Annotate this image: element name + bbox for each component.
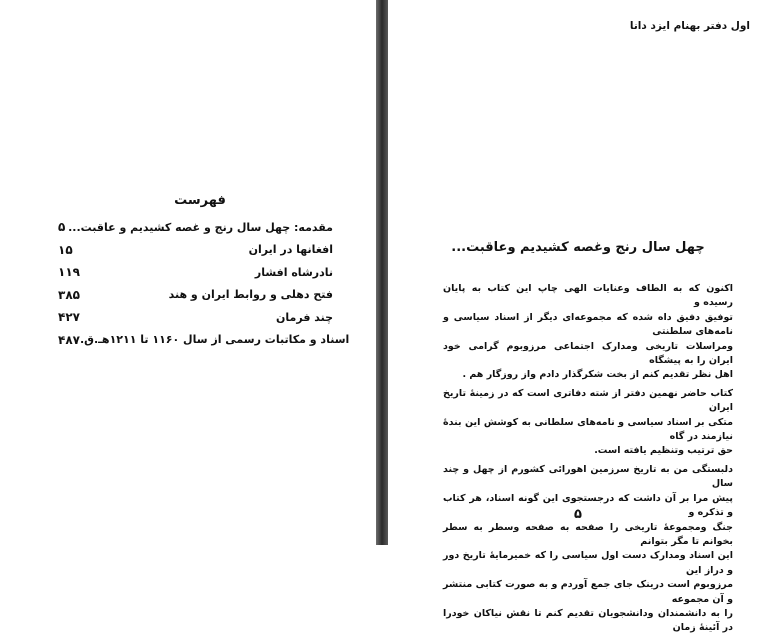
toc-entry-title: چند فرمان [276, 310, 333, 324]
text-line: جنگ ومجموعهٔ تاریخی را صفحه به صفحه وسطر به سطر بخوانم تا مگر بتوانم [443, 521, 733, 547]
running-head: اول دفتر بهنام ایزد دانا [629, 20, 750, 32]
toc-page-number: ۵ [58, 220, 66, 235]
text-line: ومراسلات تاریخی ومدارک اجتماعی مرزوبوم گرامی خود ایران را به پیشگاه [443, 340, 733, 367]
toc-entry-title: اسناد و مکاتبات رسمی از سال ۱۱۶۰ تا ۱۲۱۱هـ.ق. [79, 333, 350, 347]
text-line: مرزوبوم است درینک جای جمع آوردم و به صورت کتابی منتشر و آن مجموعه [443, 579, 733, 605]
right-page [388, 0, 768, 634]
toc-entry-title: فتح دهلی و روابط ایران و هند [168, 288, 333, 302]
toc-page-number: ۱۱۹ [58, 265, 80, 280]
toc-page-number: ۴۲۷ [58, 310, 80, 325]
toc-entry [58, 329, 350, 352]
toc-entry [58, 239, 333, 262]
toc-list [58, 216, 350, 351]
toc-entry-title: مقدمه: چهل سال رنج و غصه کشیدیم و عاقبت... [68, 220, 333, 234]
toc-page-number: ۴۸۷ [58, 332, 80, 347]
text-line: را به دانشمندان ودانشجویان تقدیم کنم تا نقش نیاکان خودرا در آئینهٔ زمان [443, 607, 733, 634]
body-text [443, 282, 733, 636]
toc-entry-title: نادرشاه افشار [254, 265, 333, 279]
chapter-title: چهل سال رنج وغصه کشیدیم وعاقبت... [451, 240, 705, 255]
toc-entry [58, 261, 333, 284]
toc-entry [58, 216, 333, 239]
book-spine [376, 0, 388, 545]
text-line: این اسناد ومدارک دست اول سیاسی را که خمیرمایهٔ تاریخ دور و دراز این [443, 550, 733, 576]
text-line: پیش مرا بر آن داشت که درجستجوی این گونه اسناد، هر کتاب و تذکره و [443, 492, 733, 519]
text-line: اکنون که به الطاف وعنایات الهی چاپ این کتاب به پایان رسیده و [443, 283, 733, 309]
toc-entry-title: افغانها در ایران [248, 243, 333, 257]
toc-page-number: ۳۸۵ [58, 287, 80, 302]
toc-entry [58, 284, 333, 307]
toc-title: فهرست [174, 193, 226, 208]
text-line: حق ترتیب وتنظیم یافته است. [594, 445, 733, 457]
toc-entry [58, 306, 333, 329]
left-page [0, 0, 376, 545]
text-line: توفیق دفیق داه شده که مجموعه‌ای دیگر از اسناد سیاسی و نامه‌های سلطنتی [443, 311, 733, 338]
text-line: متکی بر اسناد سیاسی و نامه‌های سلطانی به کوشش این بندهٔ نیازمند در گاه [443, 416, 733, 443]
page-number: ۵ [574, 507, 582, 522]
text-line: دلبستگی من به تاریخ سرزمین اهورائی کشورم از چهل و چند سال [443, 463, 733, 490]
text-line: کتاب حاضر نهمین دفتر از شته دفاتری است که در زمینهٔ تاریخ ایران [443, 387, 733, 414]
text-line: اهل نظر تقدیم کنم از بخت شکرگذار دادم واز روزگار هم . [462, 369, 733, 381]
toc-page-number: ۱۵ [58, 242, 73, 257]
